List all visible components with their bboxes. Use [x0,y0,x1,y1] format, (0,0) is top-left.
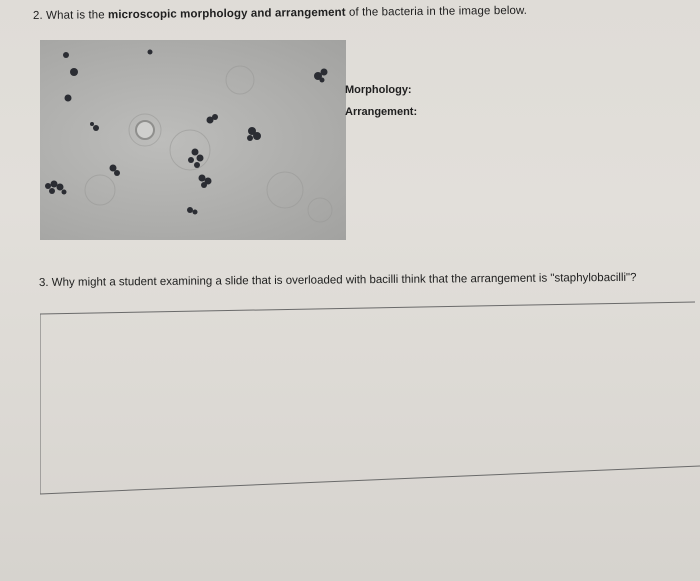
question-2-number: 2. [32,9,43,22]
question-2-bold: microscopic morphology and arrangement [107,6,346,22]
answer-labels [345,84,417,128]
micrograph-image [40,40,346,240]
question-2-prefix: What is the [46,9,105,22]
question-2 [33,5,527,22]
arrangement-label: Arrangement: [345,106,418,118]
question-2-suffix: of the bacteria in the image below. [348,4,528,19]
morphology-label: Morphology: [345,84,412,96]
answer-box[interactable] [40,296,700,496]
question-3: 3. Why might a student examining a slide that is overloaded with bacilli think that the arrangement is "staphylobacilli"? [38,271,637,289]
